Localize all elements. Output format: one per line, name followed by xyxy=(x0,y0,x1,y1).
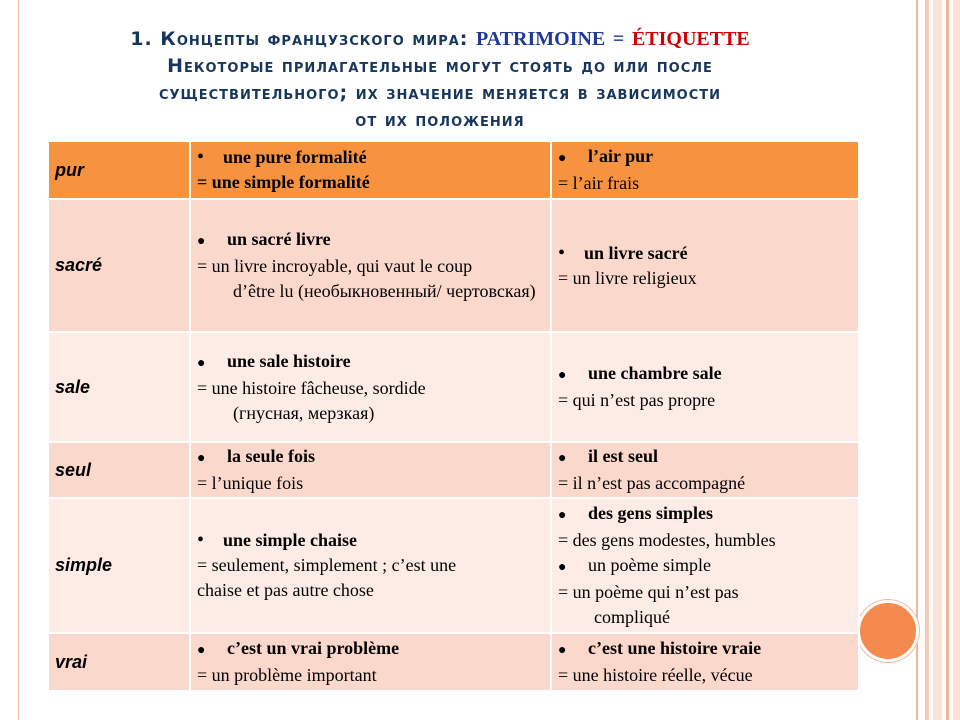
meaning-text: = des gens modestes, humbles xyxy=(558,530,776,550)
title-line1: Концепты французского мира: xyxy=(160,28,469,50)
after-noun-cell: ● des gens simples = des gens modestes, humbles ● un poème simple = un poème qui n’est pas compliqué xyxy=(551,498,859,633)
title-number: 1. xyxy=(130,28,153,50)
example-text: une sale histoire xyxy=(227,350,351,371)
meaning-text: = seulement, simplement ; c’est une xyxy=(197,555,457,575)
adjective-cell: sale xyxy=(48,332,190,442)
title-keyword-patrimoine: PATRIMOINE xyxy=(476,28,606,50)
title-equals: = xyxy=(612,28,625,50)
meaning-text: = une histoire fâcheuse, sordide xyxy=(197,377,426,398)
meaning-text: = un poème qui n’est pas xyxy=(558,582,739,602)
table-row xyxy=(48,442,859,498)
after-noun-cell: • un livre sacré = un livre religieux xyxy=(551,199,859,332)
after-noun-cell: ● une chambre sale = qui n’est pas propre xyxy=(551,332,859,442)
meaning-continuation: compliqué xyxy=(594,607,670,627)
example-text: il est seul xyxy=(588,446,658,466)
title-line2: Некоторые прилагательные могут стоять до или после xyxy=(167,55,713,77)
example-text: la seule fois xyxy=(227,446,315,466)
meaning-text: = une histoire réelle, vécue xyxy=(558,665,753,685)
table-row xyxy=(48,633,859,691)
adjective-cell: vrai xyxy=(48,633,190,691)
left-border-line xyxy=(18,0,19,720)
title-line4: от их положения xyxy=(355,109,525,131)
before-noun-cell: ● la seule fois = l’unique fois xyxy=(190,442,551,498)
before-noun-cell: ● un sacré livre = un livre incroyable, qui vaut le coup d’être lu (необыкновенный/ чертовская) xyxy=(190,199,551,332)
meaning-text: = un livre religieux xyxy=(558,267,697,288)
example-text: une simple chaise xyxy=(223,530,358,550)
decorative-stripes xyxy=(916,0,960,720)
adjective-cell: seul xyxy=(48,442,190,498)
slide-title xyxy=(60,26,820,134)
before-noun-cell: • une pure formalité = une simple formalité xyxy=(190,141,551,199)
meaning-text: = l’unique fois xyxy=(197,473,304,493)
table-row xyxy=(48,199,859,332)
meaning-continuation: chaise et pas autre chose xyxy=(197,580,374,600)
after-noun-cell: ● il est seul = il n’est pas accompagné xyxy=(551,442,859,498)
meaning-continuation: d’être lu (необыкновенный/ чертовская) xyxy=(233,281,536,301)
before-noun-cell: • une simple chaise = seulement, simplement ; c’est une chaise et pas autre chose xyxy=(190,498,551,633)
before-noun-cell: ● une sale histoire = une histoire fâcheuse, sordide (гнусная, мерзкая) xyxy=(190,332,551,442)
table-row xyxy=(48,498,859,633)
adjective-cell: pur xyxy=(48,141,190,199)
example-text: un sacré livre xyxy=(227,229,331,249)
title-line3: существительного; их значение меняется в зависимости xyxy=(158,82,722,104)
meaning-text: = un problème important xyxy=(197,665,377,685)
example-text: un livre sacré xyxy=(584,242,688,263)
example-text: une chambre sale xyxy=(588,363,722,383)
example-text: l’air pur xyxy=(588,146,654,166)
decorative-circle xyxy=(857,600,919,662)
before-noun-cell: ● c’est un vrai problème = un problème important xyxy=(190,633,551,691)
adjective-cell: sacré xyxy=(48,199,190,332)
example-text: des gens simples xyxy=(588,503,714,523)
title-keyword-etiquette: ÉTIQUETTE xyxy=(631,28,750,50)
example-text: une pure formalité xyxy=(223,147,367,167)
adjective-cell: simple xyxy=(48,498,190,633)
meaning-text: = une simple formalité xyxy=(197,172,370,192)
meaning-continuation: (гнусная, мерзкая) xyxy=(233,402,375,423)
table-row xyxy=(48,332,859,442)
table-row xyxy=(48,141,859,199)
adjective-table xyxy=(47,140,860,692)
after-noun-cell: ● c’est une histoire vraie = une histoire réelle, vécue xyxy=(551,633,859,691)
meaning-text: = il n’est pas accompagné xyxy=(558,473,746,493)
meaning-text: = l’air frais xyxy=(558,173,640,193)
example-text: c’est une histoire vraie xyxy=(588,638,762,658)
after-noun-cell: ● l’air pur = l’air frais xyxy=(551,141,859,199)
example-text: un poème simple xyxy=(588,555,711,575)
example-text: c’est un vrai problème xyxy=(227,638,400,658)
meaning-text: = un livre incroyable, qui vaut le coup xyxy=(197,256,473,276)
meaning-text: = qui n’est pas propre xyxy=(558,390,716,410)
